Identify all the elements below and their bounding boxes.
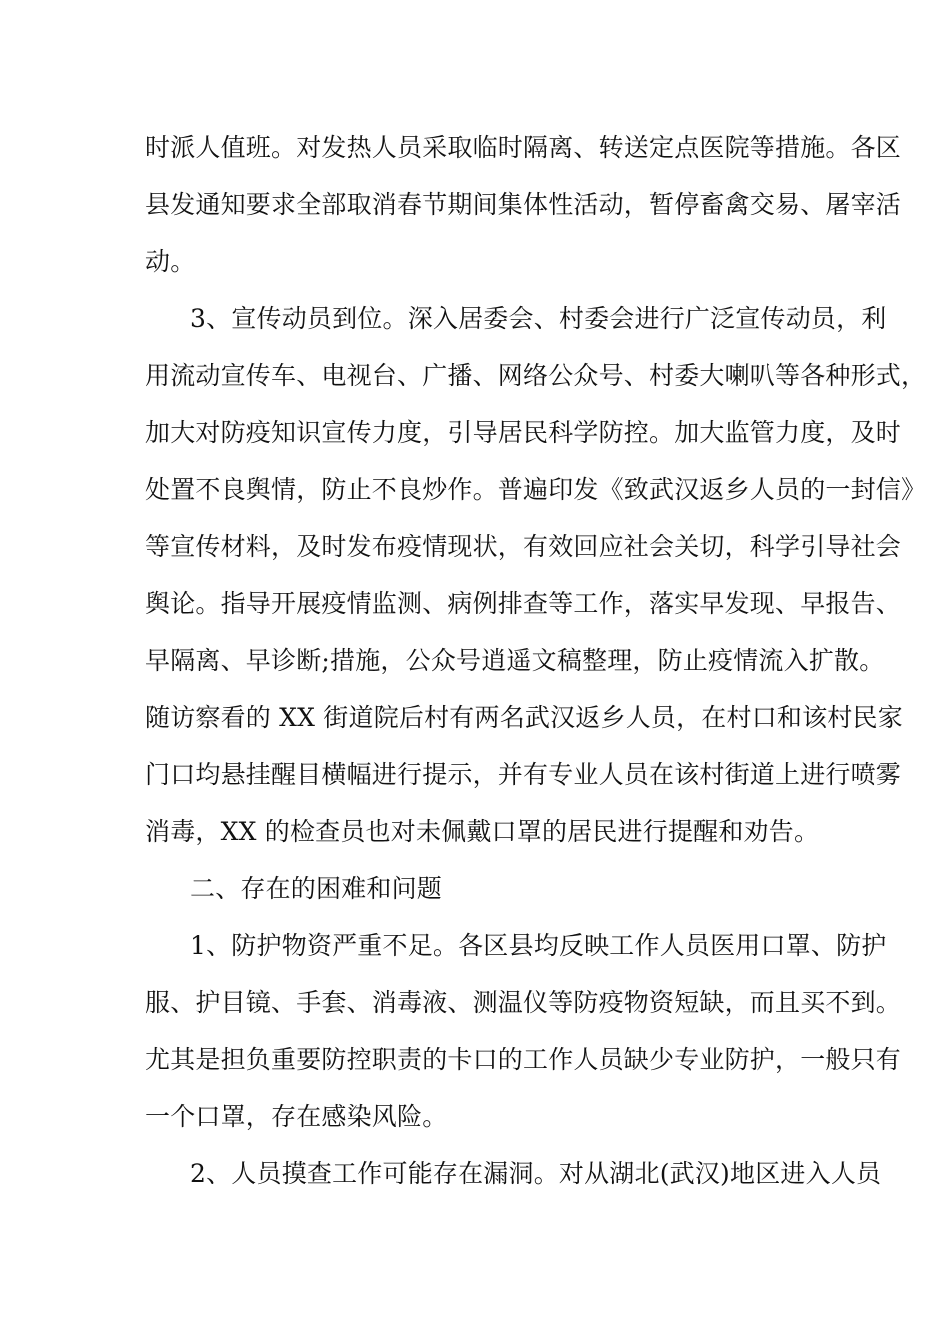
text-line: 一个口罩，存在感染风险。	[145, 1102, 448, 1131]
text-line: 舆论。指导开展疫情监测、病例排查等工作，落实早发现、早报告、	[145, 589, 902, 618]
text-line: 加大对防疫知识宣传力度，引导居民科学防控。加大监管力度，及时	[145, 418, 902, 447]
text-line: 早隔离、早诊断;措施，公众号逍遥文稿整理，防止疫情流入扩散。	[145, 646, 885, 675]
section-heading: 二、存在的困难和问题	[190, 874, 443, 903]
text-line: 消毒，XX 的检查员也对未佩戴口罩的居民进行提醒和劝告。	[145, 817, 820, 846]
text-line: 县发通知要求全部取消春节期间集体性活动，暂停畜禽交易、屠宰活	[145, 190, 902, 219]
text-line: 动。	[145, 247, 196, 276]
paragraph-start-line: 1、防护物资严重不足。各区县均反映工作人员医用口罩、防护	[190, 931, 887, 960]
text-line: 时派人值班。对发热人员采取临时隔离、转送定点医院等措施。各区	[145, 133, 902, 162]
paragraph-start-line: 2、人员摸查工作可能存在漏洞。对从湖北(武汉)地区进入人员	[190, 1159, 882, 1188]
text-line: 门口均悬挂醒目横幅进行提示，并有专业人员在该村街道上进行喷雾	[145, 760, 902, 789]
paragraph-start-line: 3、宣传动员到位。深入居委会、村委会进行广泛宣传动员，利	[190, 304, 887, 333]
text-line: 随访察看的 XX 街道院后村有两名武汉返乡人员，在村口和该村民家	[145, 703, 903, 732]
text-line: 服、护目镜、手套、消毒液、测温仪等防疫物资短缺，而且买不到。	[145, 988, 902, 1017]
text-line: 尤其是担负重要防控职责的卡口的工作人员缺少专业防护，一般只有	[145, 1045, 902, 1074]
text-line: 用流动宣传车、电视台、广播、网络公众号、村委大喇叭等各种形式，	[145, 361, 927, 390]
text-line: 处置不良舆情，防止不良炒作。普遍印发《致武汉返乡人员的一封信》	[145, 475, 927, 504]
text-line: 等宣传材料，及时发布疫情现状，有效回应社会关切，科学引导社会	[145, 532, 902, 561]
